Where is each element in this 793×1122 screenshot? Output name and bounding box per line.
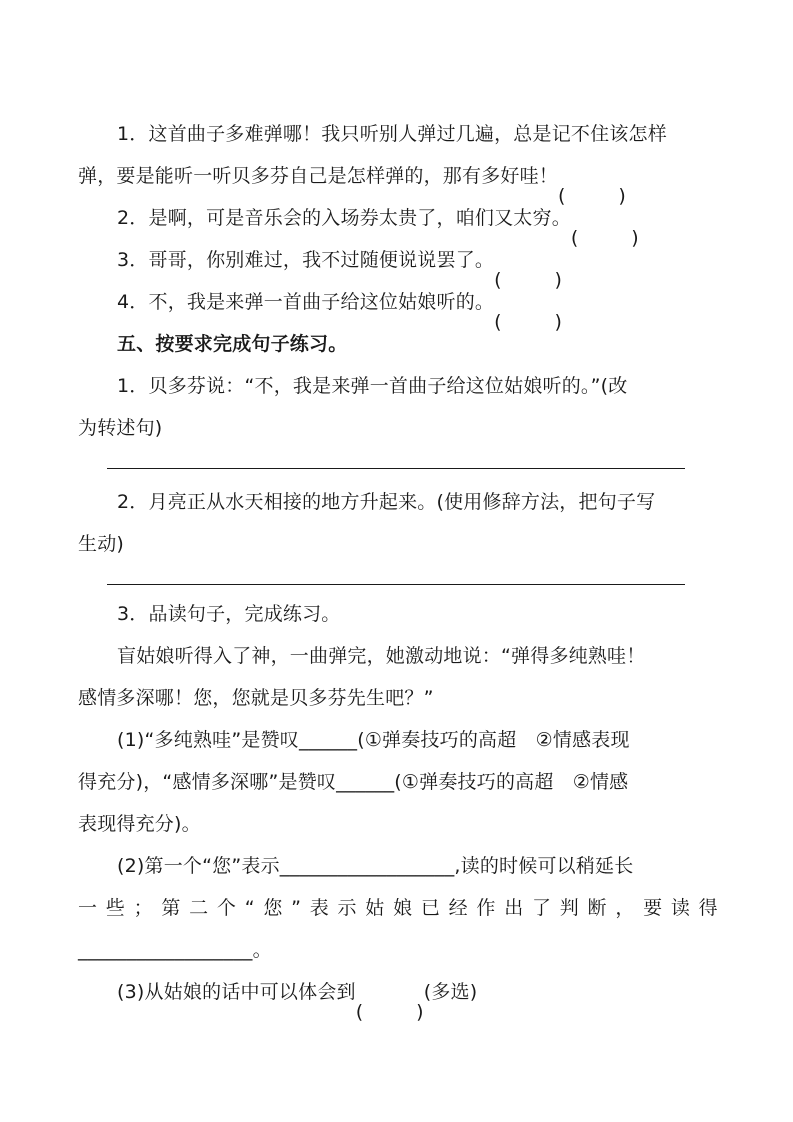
justified-char: 些	[105, 897, 125, 919]
q4-sentence-4-text: 4．不，我是来弹一首曲子给这位姑娘听的。	[117, 291, 495, 313]
justified-char: 了	[531, 897, 552, 919]
sub-question-3-prefix: (3)从姑娘的话中可以体会到	[117, 981, 356, 1003]
q4-sentence-2: 2．是啊，可是音乐会的入场券太贵了，咱们又太穷。 ( )	[117, 207, 639, 249]
sub-question-3: (3)从姑娘的话中可以体会到 ( ) (多选)	[117, 981, 478, 1023]
justified-char: 判	[559, 897, 579, 919]
q5-item-2-line-2: 生动)	[78, 533, 125, 555]
justified-char: ，	[615, 897, 635, 919]
q4-sentence-1-text: 弹，要是能听一听贝多芬自己是怎样弹的，那有多好哇！	[78, 165, 559, 187]
justified-char: 出	[504, 897, 524, 919]
justified-char: 得	[698, 897, 718, 919]
sub-question-3-suffix: (多选)	[423, 981, 478, 1003]
justified-char: 二	[189, 897, 209, 919]
justified-char: “	[244, 897, 255, 919]
q4-sentence-3: 3．哥哥，你别难过，我不过随便说说罢了。 ( )	[117, 249, 563, 291]
justified-char: 表	[309, 897, 329, 919]
q4-sentence-1-line-2: 弹，要是能听一听贝多芬自己是怎样弹的，那有多好哇！ ( )	[78, 165, 627, 207]
sub-question-1-line-2: 得充分)，“感情多深哪”是赞叹______(①弹奏技巧的高超 ②情感	[78, 771, 629, 793]
justified-char: 作	[476, 897, 496, 919]
justified-char: 要	[643, 897, 663, 919]
sub-question-2-line-1: (2)第一个“您”表示__________________,读的时候可以稍延长	[117, 855, 634, 877]
justified-char: 读	[670, 897, 691, 919]
justified-char: ；	[133, 897, 153, 919]
sub-question-1-line-1: (1)“多纯熟哇”是赞叹______(①弹奏技巧的高超 ②情感表现	[117, 729, 630, 751]
sub-question-2-line-3: __________________。	[78, 939, 272, 961]
justified-char: ”	[291, 897, 302, 919]
q5-item-2-line-1: 2．月亮正从水天相接的地方升起来。(使用修辞方法，把句子写	[117, 491, 656, 513]
justified-char: 第	[161, 897, 181, 919]
passage-line-1: 盲姑娘听得入了神，一曲弹完，她激动地说：“弹得多纯熟哇！	[117, 645, 646, 667]
q5-item-3-title: 3．品读句子，完成练习。	[117, 603, 341, 625]
justified-char: 已	[420, 897, 441, 919]
q5-item-2-answer-line[interactable]	[107, 584, 685, 585]
passage-line-2: 感情多深哪！您，您就是贝多芬先生吧？”	[78, 687, 434, 709]
justified-char: 娘	[393, 897, 413, 919]
q4-sentence-1-line-1: 1．这首曲子多难弹哪！我只听别人弹过几遍，总是记不住该怎样	[117, 123, 667, 145]
justified-char: 一	[78, 897, 98, 919]
q5-item-1-line-2: 为转述句)	[78, 417, 163, 439]
q5-item-1-line-1: 1．贝多芬说：“不，我是来弹一首曲子给这位姑娘听的。”(改	[117, 375, 628, 397]
q5-item-1-answer-line[interactable]	[107, 468, 685, 469]
justified-char: 姑	[365, 897, 385, 919]
q4-sentence-3-text: 3．哥哥，你别难过，我不过随便说说罢了。	[117, 249, 495, 271]
justified-char: 示	[337, 897, 357, 919]
sub-question-2-line-2	[78, 894, 718, 922]
section-5-heading: 五、按要求完成句子练习。	[117, 333, 348, 355]
justified-char: 个	[216, 897, 237, 919]
q4-sentence-2-text: 2．是啊，可是音乐会的入场券太贵了，咱们又太穷。	[117, 207, 571, 229]
q4-sentence-4: 4．不，我是来弹一首曲子给这位姑娘听的。 ( )	[117, 291, 563, 333]
justified-char: 您	[263, 897, 283, 919]
justified-char: 断	[587, 897, 607, 919]
justified-char: 经	[448, 897, 468, 919]
sub-question-1-line-3: 表现得充分)。	[78, 813, 201, 835]
